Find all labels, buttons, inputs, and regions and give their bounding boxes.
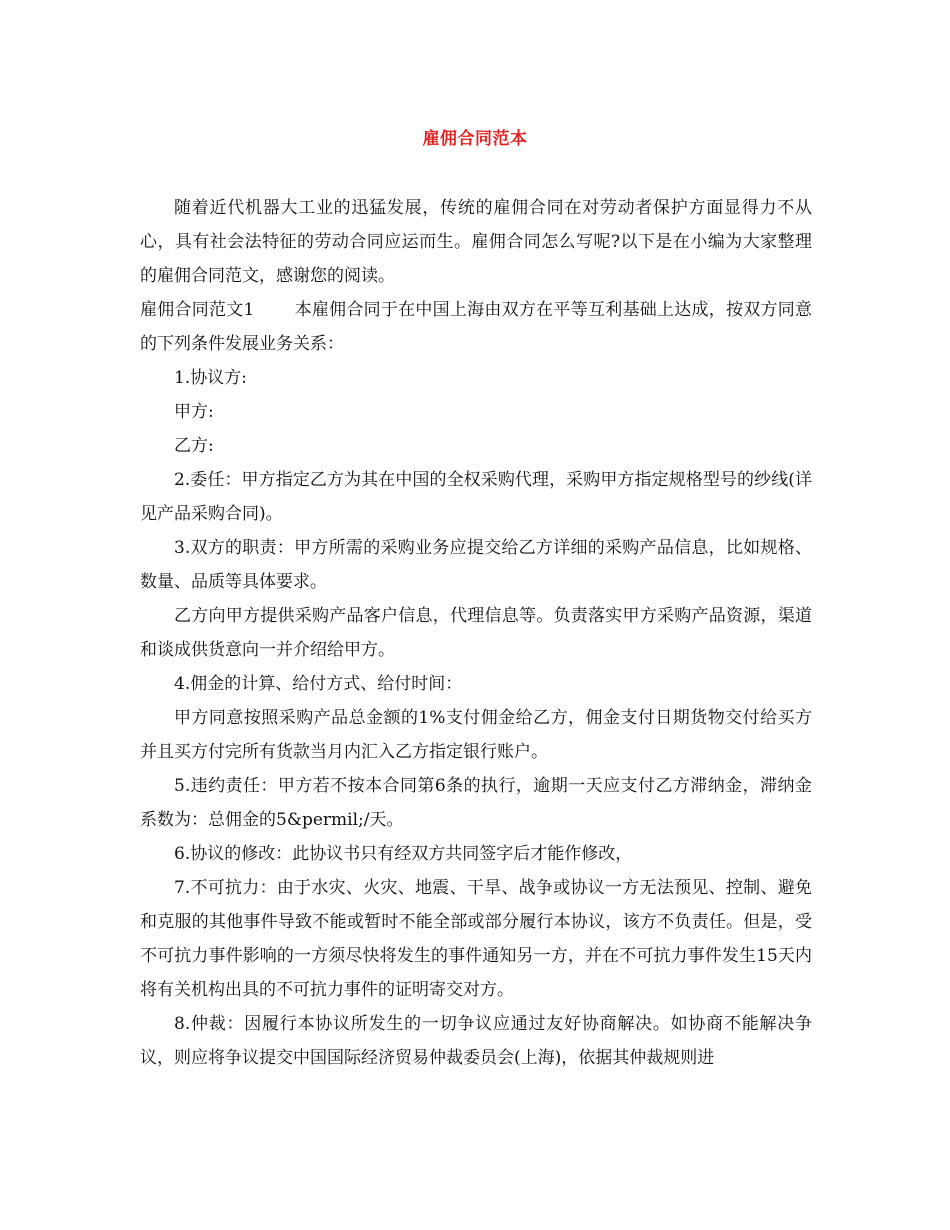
clause-5: 5.违约责任：甲方若不按本合同第6条的执行，逾期一天应支付乙方滞纳金，滞纳金系数为：总佣金的5&permil;/天。: [140, 776, 812, 830]
clause-4: 4.佣金的计算、给付方式、给付时间：: [174, 674, 463, 694]
document-title: 雇佣合同范本: [422, 129, 528, 149]
clause-1: 1.协议方:: [174, 368, 247, 388]
clause-3-continued: 乙方向甲方提供采购产品客户信息，代理信息等。负责落实甲方采购产品资源，渠道和谈成供货意向一并介绍给甲方。: [140, 606, 812, 660]
clause-2: 2.委任：甲方指定乙方为其在中国的全权采购代理，采购甲方指定规格型号的纱线(详见产品采购合同)。: [140, 470, 812, 524]
intro-paragraph: 随着近代机器大工业的迅猛发展，传统的雇佣合同在对劳动者保护方面显得力不从心，具有社会法特征的劳动合同应运而生。雇佣合同怎么写呢?以下是在小编为大家整理的雇佣合同范文，感谢您的阅读。: [140, 198, 812, 286]
sample-opening: 本雇佣合同于在中国上海由双方在平等互利基础上达成，按双方同意的下列条件发展业务关系：: [140, 300, 813, 354]
clause-6: 6.协议的修改：此协议书只有经双方共同签字后才能作修改，: [174, 844, 633, 864]
clause-8: 8.仲裁：因履行本协议所发生的一切争议应通过友好协商解决。如协商不能解决争议，则应将争议提交中国国际经济贸易仲裁委员会(上海)，依据其仲裁规则进: [140, 1014, 812, 1068]
document-body: [140, 191, 812, 1075]
sample-label: 雇佣合同范文1: [140, 300, 255, 320]
sample-paragraph: [140, 293, 812, 361]
clause-3: 3.双方的职责：甲方所需的采购业务应提交给乙方详细的采购产品信息，比如规格、数量、品质等具体要求。: [140, 538, 812, 592]
party-b-line: 乙方:: [174, 436, 214, 456]
party-a-line: 甲方:: [174, 402, 214, 422]
clause-4-continued: 甲方同意按照采购产品总金额的1%支付佣金给乙方，佣金支付日期货物交付给买方并且买方付完所有货款当月内汇入乙方指定银行账户。: [140, 708, 812, 762]
clause-7: 7.不可抗力：由于水灾、火灾、地震、干旱、战争或协议一方无法预见、控制、避免和克服的其他事件导致不能或暂时不能全部或部分履行本协议，该方不负责任。但是，受不可抗力事件影响的一方须尽快将发生的事件通知另一方，并在不可抗力事件发生15天内将有关机构出具的不可抗力事件的证明寄交对方。: [140, 878, 812, 1000]
